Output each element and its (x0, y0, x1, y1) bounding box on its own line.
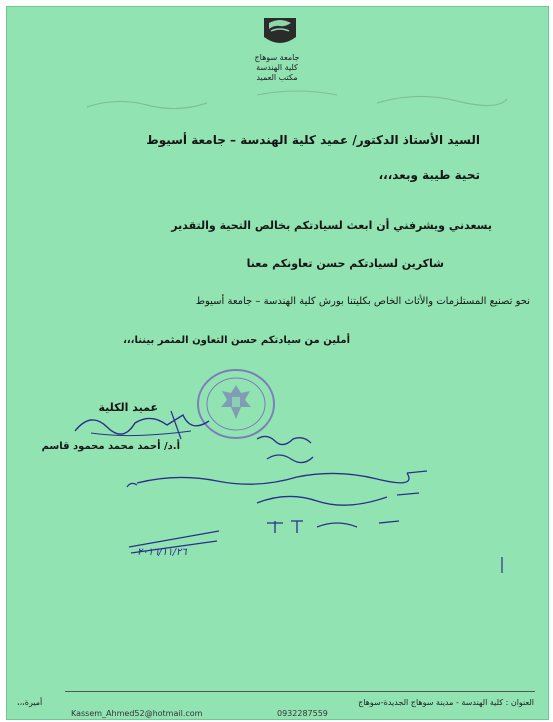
footer-address: العنوان : كلية الهندسة - مدينة سوهاج الجديدة-سوهاج (358, 698, 534, 707)
signature-title: عميد الكلية (98, 401, 158, 414)
letter-page (6, 6, 549, 720)
header-office: مكتب العميد (256, 73, 298, 82)
greeting-line: تحية طيبة وبعد،،، (378, 168, 480, 182)
footer-divider (65, 691, 535, 692)
body-line-1: يسعدني ويشرفني أن ابعث لسيادتكم بخالص التحية والتقدير (171, 219, 492, 232)
footer-email: Kassem_Ahmed52@hotmail.com (71, 709, 203, 718)
signature-name: أ.د/ أحمد محمد محمود قاسم (41, 441, 180, 452)
bleed-through-marks (77, 77, 517, 117)
body-line-2: شاكرين لسيادتكم حسن تعاونكم معنا (246, 257, 444, 270)
header-university: جامعة سوهاج (254, 53, 300, 62)
recipient-line: السيد الأستاذ الدكتور/ عميد كلية الهندسة – جامعة أسيوط (146, 133, 480, 147)
body-line-4: أملين من سيادتكم حسن التعاون المثمر بيننا،،، (123, 335, 350, 346)
university-logo-icon (261, 15, 299, 49)
footer-phone: 0932287559 (277, 709, 328, 718)
footer-label: أميرة،،، (17, 698, 43, 707)
margin-mark (497, 555, 507, 575)
header-faculty: كلية الهندسة (256, 63, 298, 72)
body-line-3: نحو تصنيع المستلزمات والأثاث الخاص بكليتنا بورش كلية الهندسة – جامعة أسيوط (195, 296, 530, 307)
handwritten-date: ٢٠١٦/١١/٢٦ (137, 547, 187, 558)
